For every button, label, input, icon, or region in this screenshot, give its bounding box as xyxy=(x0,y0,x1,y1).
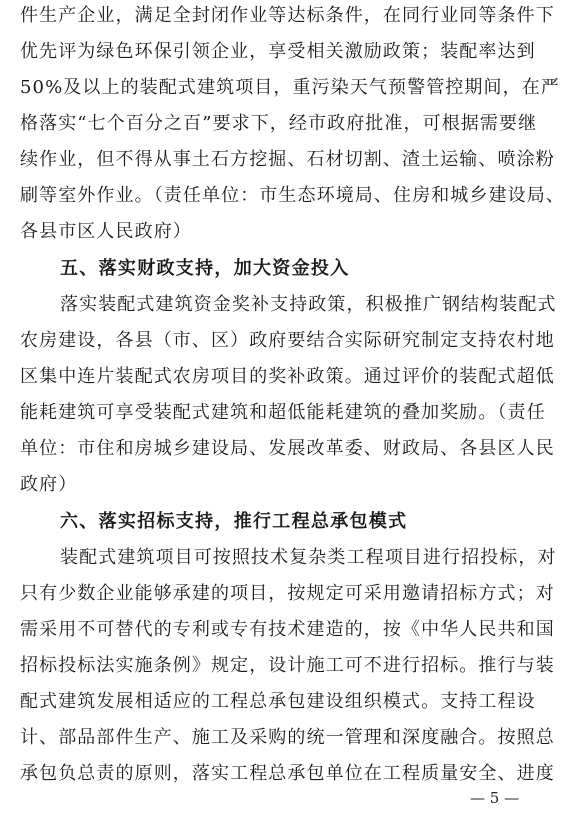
body-text-line: 配式建筑发展相适应的工程总承包建设组织模式。支持工程设 xyxy=(20,691,536,712)
body-text-line: 承包负总责的原则，落实工程总承包单位在工程质量安全、进度 xyxy=(20,763,555,784)
body-text-line: 优先评为绿色环保引领企业，享受相关激励政策；装配率达到 xyxy=(20,41,536,62)
body-text-line: 装配式建筑项目可按照技术复杂类工程项目进行招投标，对 xyxy=(60,547,557,568)
body-text-line: 能耗建筑可享受装配式建筑和超低能耗建筑的叠加奖励。（责任 xyxy=(20,402,546,423)
body-text-line: 计、部品部件生产、施工及采购的统一管理和深度融合。按照总 xyxy=(20,727,555,748)
body-text-line: 区集中连片装配式农房项目的奖补政策。通过评价的装配式超低 xyxy=(20,366,555,387)
section-heading-6: 六、落实招标支持，推行工程总承包模式 xyxy=(60,511,408,532)
body-text-line: 续作业，但不得从事土石方挖掘、石材切割、渣土运输、喷涂粉 xyxy=(20,149,555,170)
body-text-line: 只有少数企业能够承建的项目，按规定可采用邀请招标方式；对 xyxy=(20,583,555,604)
body-text-line: 各县市区人民政府） xyxy=(20,221,192,242)
body-text-line: 件生产企业，满足全封闭作业等达标条件，在同行业同等条件下 xyxy=(20,5,555,26)
page-number: — 5 — xyxy=(470,789,520,807)
body-text-line: 落实装配式建筑资金奖补支持政策，积极推广钢结构装配式 xyxy=(60,294,557,315)
body-text-line: 招标投标法实施条例》规定，设计施工可不进行招标。推行与装 xyxy=(20,655,555,676)
section-heading-5: 五、落实财政支持，加大资金投入 xyxy=(60,258,350,279)
body-text-line: 单位：市住和房城乡建设局、发展改革委、财政局、各县区人民 xyxy=(20,438,555,459)
body-text-line: 需采用不可替代的专利或专有技术建造的，按《中华人民共和国 xyxy=(20,619,555,640)
body-text-line: 格落实“七个百分之百”要求下，经市政府批准，可根据需要继 xyxy=(20,113,538,134)
body-text-line: 农房建设，各县（市、区）政府要结合实际研究制定支持农村地 xyxy=(20,330,555,351)
body-text-line: 刷等室外作业。（责任单位：市生态环境局、住房和城乡建设局、 xyxy=(20,185,565,206)
body-text-line: 50%及以上的装配式建筑项目，重污染天气预警管控期间，在严 xyxy=(20,77,560,98)
body-text-line: 政府） xyxy=(20,474,78,495)
